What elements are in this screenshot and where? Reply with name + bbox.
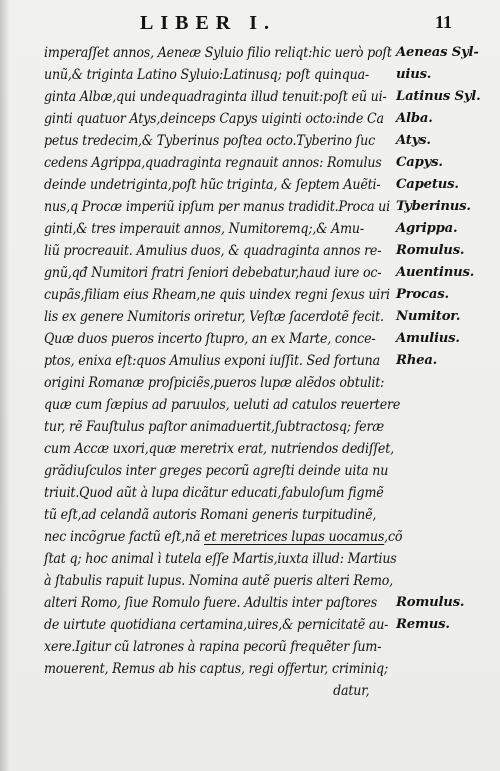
margin-note: Latinus Syl. — [396, 89, 481, 104]
margin-note: Auentinus. — [396, 265, 475, 280]
margin-note: Agrippa. — [396, 221, 458, 236]
page-header — [0, 12, 500, 36]
text-line: tũ eſt,ad celandã autoris Romani generis turpitudinẽ, — [44, 507, 377, 523]
text-line: à ſtabulis rapuit lupus. Nomina autẽ pueris alteri Remo, — [44, 573, 394, 589]
text-line: xere.Igitur cũ latrones à rapina pecorũ frequẽter ſum- — [44, 639, 382, 655]
margin-note: Amulius. — [396, 331, 460, 346]
text-line: datur, — [333, 683, 370, 699]
margin-note: Aeneas Syl- — [396, 45, 479, 60]
running-title: LIBER I. — [140, 12, 277, 34]
margin-note: Romulus. — [396, 243, 465, 258]
text-line: gnũ,qđ Numitori fratri ſeniori debebatur,haud iure oc- — [44, 265, 382, 281]
text-line: cum Accæ uxori,quæ meretrix erat, nutriendos dediſſet, — [44, 441, 394, 457]
margin-note: Romulus. — [396, 595, 465, 610]
margin-note: Capetus. — [396, 177, 459, 192]
text-line: tur, rẽ Fauſtulus paſtor animaduertit,ſubtractosq; feræ — [44, 419, 385, 435]
text-line: ginta Albæ,qui undequadraginta illud tenuit:poſt eũ ui- — [44, 89, 387, 105]
margin-note: Remus. — [396, 617, 450, 632]
text-line: origini Romanæ proſpiciẽs,pueros lupæ alẽdos obtulit: — [44, 375, 385, 391]
text-line: lis ex genere Numitoris oriretur, Veſtæ ſacerdotẽ fecit. — [44, 309, 384, 325]
margin-note: uius. — [396, 67, 432, 82]
underlined-phrase: et meretrices lupas uocamus — [204, 529, 385, 545]
text-line: mouerent, Remus ab his captus, regi offertur, criminiq; — [44, 661, 389, 677]
text-line: quæ cum ſæpius ad paruulos, ueluti ad catulos reuertere — [44, 397, 401, 413]
page-number: 11 — [434, 12, 452, 32]
margin-note: Rhea. — [396, 353, 438, 368]
text-line: imperaſſet annos, Aeneæ Syluio filio reliqt:hic uerò poſt — [44, 45, 392, 61]
text-line: deinde undetriginta,poſt hũc triginta, & ſeptem Auẽti- — [44, 177, 381, 193]
text-line: Quæ duos pueros incerto ſtupro, an ex Marte, conce- — [44, 331, 376, 347]
text-line: cupãs,filiam eius Rheam,ne quis uindex regni ſexus uiri — [44, 287, 390, 303]
margin-note: Atys. — [396, 133, 431, 148]
margin-note: Procas. — [396, 287, 449, 302]
text-line: alteri Romo, ſiue Romulo fuere. Adultis inter paſtores — [44, 595, 377, 611]
text-line: ginti quatuor Atys,deinceps Capys uiginti octo:inde Ca — [44, 111, 384, 127]
spine-shadow — [0, 0, 10, 771]
text-line: triuit.Quod aũt à lupa dicãtur educati,fabuloſum figmẽ — [44, 485, 384, 501]
margin-note: Alba. — [396, 111, 433, 126]
text-line: cedens Agrippa,quadraginta regnauit annos: Romulus — [44, 155, 382, 171]
text-line: de uirtute quotidiana certamina,uires,& pernicitatẽ au- — [44, 617, 389, 633]
text-line: unũ,& triginta Latino Syluio:Latinusq; poſt quinqua- — [44, 67, 370, 83]
text-line: ginti,& tres imperauit annos, Numitoremq;,& Amu- — [44, 221, 364, 237]
margin-note: Numitor. — [396, 309, 461, 324]
text-line: grãdiuſculos inter greges pecorũ agreſti deinde uita nu — [44, 463, 389, 479]
main-text-block — [44, 42, 403, 702]
text-line: petus tredecim,& Tyberinus poſtea octo.Tyberino ſuc — [44, 133, 376, 149]
text-line: nec incõgrue factũ eſt,nã et meretrices lupas uocamus,cõ — [44, 529, 403, 545]
text-line: ptos, enixa eſt:quos Amulius exponi iuſſit. Sed fortuna — [44, 353, 381, 369]
margin-note: Capys. — [396, 155, 443, 170]
text-line: liũ procreauit. Amulius duos, & quadraginta annos re- — [44, 243, 382, 259]
text-line: nus,q Procæ imperiũ ipſum per manus tradidit.Proca ui — [44, 199, 390, 215]
margin-note: Tyberinus. — [396, 199, 471, 214]
text-line: ſtat q; hoc animal ì tutela eſſe Martis,iuxta illud: Martius — [44, 551, 397, 567]
